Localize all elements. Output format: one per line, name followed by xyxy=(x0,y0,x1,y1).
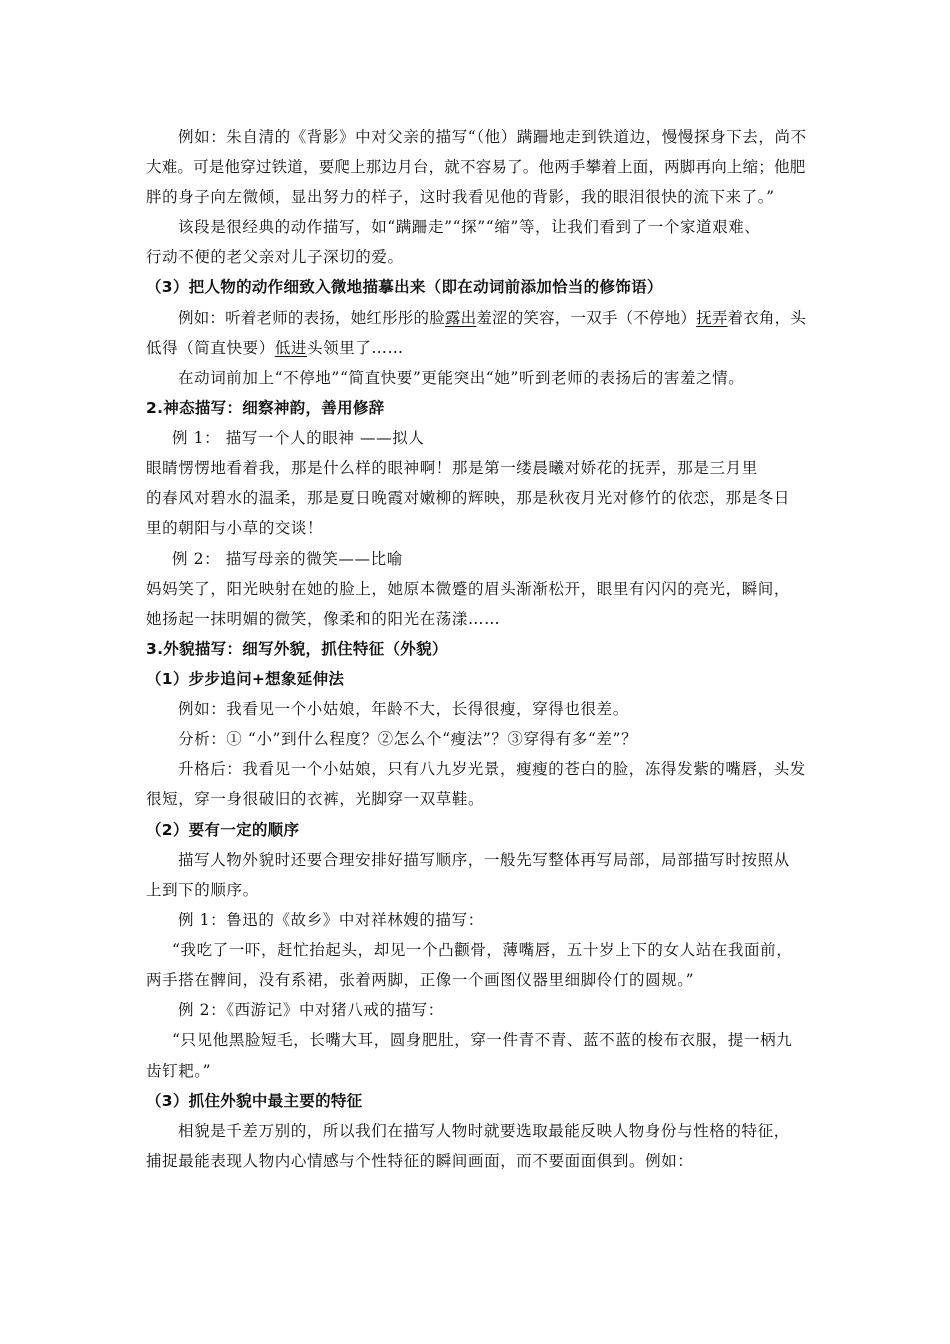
section-heading: （3）把人物的动作细致入微地描摹出来（即在动词前添加恰当的修饰语） xyxy=(146,278,663,296)
subsection-heading: （3）抓住外貌中最主要的特征 xyxy=(146,1092,363,1110)
paragraph-line: 大难。可是他穿过铁道，要爬上那边月台，就不容易了。他两手攀着上面，两脚再向上缩；他肥 xyxy=(146,158,806,176)
paragraph-line xyxy=(178,308,806,328)
paragraph-line: 该段是很经典的动作描写，如“蹒跚走”“探”“缩”等，让我们看到了一个家道艰难、 xyxy=(178,218,761,236)
example-title: 例 1： 描写一个人的眼神 ——拟人 xyxy=(172,429,425,447)
quote-line: 两手搭在髀间，没有系裙，张着两脚，正像一个画图仪器里细脚伶仃的圆规。” xyxy=(146,971,695,989)
underlined-verb: 抚弄 xyxy=(696,309,728,327)
underlined-verb: 露出 xyxy=(444,309,477,327)
paragraph-line: 行动不便的老父亲对儿子深切的爱。 xyxy=(146,248,404,266)
paragraph-line: 相貌是千差万别的，所以我们在描写人物时就要选取最能反映人物身份与性格的特征， xyxy=(178,1122,790,1140)
text-run: 低得（简直快要） xyxy=(146,339,275,357)
quote-line: “我吃了一吓，赶忙抬起头，却见一个凸颧骨，薄嘴唇，五十岁上下的女人站在我面前， xyxy=(172,941,793,959)
section-heading: 2.神态描写：细察神韵，善用修辞 xyxy=(146,399,385,417)
example-title: 例 2：《西游记》中对猪八戒的描写： xyxy=(178,1001,444,1019)
paragraph-line: 升格后：我看见一个小姑娘，只有八九岁光景，瘦瘦的苍白的脸，冻得发紫的嘴唇，头发 xyxy=(178,760,806,778)
quote-line: “只见他黑脸短毛，长嘴大耳，圆身肥肚，穿一件青不青、蓝不蓝的梭布衣服，提一柄九 xyxy=(172,1031,793,1049)
paragraph-line xyxy=(146,338,404,358)
paragraph-line: 胖的身子向左微倾，显出努力的样子，这时我看见他的背影，我的眼泪很快的流下来了。” xyxy=(146,188,775,206)
paragraph-line: 捕捉最能表现人物内心情感与个性特征的瞬间画面，而不要面面俱到。例如： xyxy=(146,1152,694,1170)
paragraph-line: 的春风对碧水的温柔，那是夏日晚霞对嫩柳的辉映，那是秋夜月光对修竹的依恋，那是冬日 xyxy=(146,489,791,507)
quote-line: 齿钉耙。” xyxy=(146,1062,212,1080)
paragraph-line: 她扬起一抹明媚的微笑，像柔和的阳光在荡漾…… xyxy=(146,610,501,628)
text-run: 头领里了…… xyxy=(307,339,404,357)
example-title: 例 2： 描写母亲的微笑——比喻 xyxy=(172,550,403,568)
paragraph-line: 上到下的顺序。 xyxy=(146,881,259,899)
subsection-heading: （2）要有一定的顺序 xyxy=(146,821,300,839)
underlined-verb: 低进 xyxy=(274,339,308,357)
paragraph-line: 在动词前加上“不停地”“简直快要”更能突出“她”听到老师的表扬后的害羞之情。 xyxy=(178,369,745,387)
section-heading: 3.外貌描写：细写外貌，抓住特征（外貌） xyxy=(146,640,448,658)
paragraph-line: 例如：朱自清的《背影》中对父亲的描写“（他）蹒跚地走到铁道边，慢慢探身下去，尚不 xyxy=(178,128,807,146)
paragraph-line: 妈妈笑了，阳光映射在她的脸上，她原本微蹙的眉头渐渐松开，眼里有闪闪的亮光，瞬间， xyxy=(146,580,791,598)
example-title: 例 1：鲁迅的《故乡》中对祥林嫂的描写： xyxy=(178,911,484,929)
paragraph-line: 很短，穿一身很破旧的衣裤，光脚穿一双草鞋。 xyxy=(146,790,485,808)
text-run: 着衣角，头 xyxy=(727,309,807,327)
subsection-heading: （1）步步追问+想象延伸法 xyxy=(146,670,345,688)
paragraph-line: 描写人物外貌时还要合理安排好描写顺序，一般先写整体再写局部，局部描写时按照从 xyxy=(178,851,790,869)
text-run: 例如：听着老师的表扬，她红彤彤的脸 xyxy=(178,309,445,327)
paragraph-line: 里的朝阳与小草的交谈！ xyxy=(146,519,324,537)
text-run: 羞涩的笑容，一双手（不停地） xyxy=(476,309,697,327)
paragraph-line: 眼睛愣愣地看着我，那是什么样的眼神啊！那是第一缕晨曦对娇花的抚弄，那是三月里 xyxy=(146,459,758,477)
paragraph-line: 分析：① “小”到什么程度？②怎么个“瘦法”？③穿得有多“差”？ xyxy=(178,730,638,748)
paragraph-line: 例如：我看见一个小姑娘，年龄不大，长得很瘦，穿得也很差。 xyxy=(178,700,629,718)
